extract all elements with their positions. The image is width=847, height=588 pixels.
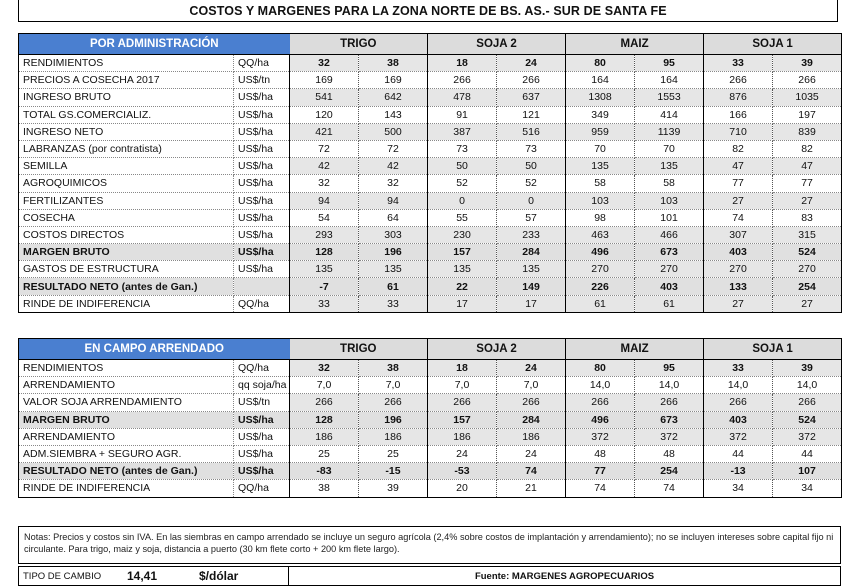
table-row	[19, 72, 842, 89]
value-cell: 94	[290, 192, 359, 209]
value-cell: 80	[566, 360, 635, 377]
value-cell: 33	[359, 295, 428, 312]
row-label: RENDIMIENTOS	[19, 360, 234, 377]
row-label: GASTOS DE ESTRUCTURA	[19, 261, 234, 278]
value-cell: 77	[704, 175, 773, 192]
value-cell: 32	[290, 175, 359, 192]
value-cell: 58	[566, 175, 635, 192]
row-label: COSECHA	[19, 209, 234, 226]
value-cell: 54	[290, 209, 359, 226]
value-cell: 18	[428, 360, 497, 377]
value-cell: 24	[428, 445, 497, 462]
value-cell: 196	[359, 244, 428, 261]
table-row	[19, 140, 842, 157]
row-unit: qq soja/ha	[234, 377, 290, 394]
value-cell: 91	[428, 106, 497, 123]
table-header-row	[19, 339, 842, 360]
value-cell: 266	[428, 72, 497, 89]
row-unit: US$/ha	[234, 89, 290, 106]
value-cell: 25	[359, 445, 428, 462]
value-cell: 27	[704, 295, 773, 312]
crop-header: MAIZ	[566, 339, 704, 360]
value-cell: 133	[704, 278, 773, 295]
exchange-rate-unit: $/dólar	[199, 567, 289, 585]
value-cell: 266	[497, 394, 566, 411]
row-unit: US$/tn	[234, 394, 290, 411]
table-row	[19, 394, 842, 411]
value-cell: 47	[704, 158, 773, 175]
value-cell: 38	[290, 480, 359, 497]
crop-header: TRIGO	[290, 34, 428, 55]
value-cell: 17	[428, 295, 497, 312]
value-cell: 48	[566, 445, 635, 462]
value-cell: 61	[566, 295, 635, 312]
value-cell: 7,0	[428, 377, 497, 394]
value-cell: 270	[773, 261, 842, 278]
value-cell: -53	[428, 463, 497, 480]
value-cell: 307	[704, 226, 773, 243]
row-unit: QQ/ha	[234, 295, 290, 312]
value-cell: 14,0	[704, 377, 773, 394]
value-cell: 166	[704, 106, 773, 123]
table-row	[19, 445, 842, 462]
value-cell: 74	[566, 480, 635, 497]
value-cell: 21	[497, 480, 566, 497]
row-unit: QQ/ha	[234, 360, 290, 377]
value-cell: 284	[497, 244, 566, 261]
value-cell: 143	[359, 106, 428, 123]
value-cell: 293	[290, 226, 359, 243]
table-row	[19, 463, 842, 480]
row-label: LABRANZAS (por contratista)	[19, 140, 234, 157]
row-unit: US$/ha	[234, 140, 290, 157]
value-cell: -13	[704, 463, 773, 480]
value-cell: 466	[635, 226, 704, 243]
value-cell: 95	[635, 360, 704, 377]
table-row	[19, 360, 842, 377]
value-cell: 82	[704, 140, 773, 157]
value-cell: 18	[428, 55, 497, 72]
table-row	[19, 55, 842, 72]
value-cell: 403	[635, 278, 704, 295]
value-cell: 14,0	[773, 377, 842, 394]
value-cell: 33	[704, 360, 773, 377]
value-cell: 541	[290, 89, 359, 106]
value-cell: 642	[359, 89, 428, 106]
value-cell: 34	[704, 480, 773, 497]
row-unit: US$/ha	[234, 445, 290, 462]
table-row	[19, 261, 842, 278]
value-cell: 74	[497, 463, 566, 480]
value-cell: 120	[290, 106, 359, 123]
value-cell: 270	[635, 261, 704, 278]
value-cell: 101	[635, 209, 704, 226]
value-cell: 186	[428, 428, 497, 445]
value-cell: 403	[704, 411, 773, 428]
crop-header: SOJA 2	[428, 34, 566, 55]
value-cell: 959	[566, 123, 635, 140]
value-cell: 1139	[635, 123, 704, 140]
value-cell: 169	[359, 72, 428, 89]
value-cell: 47	[773, 158, 842, 175]
value-cell: 135	[428, 261, 497, 278]
value-cell: 500	[359, 123, 428, 140]
row-unit: US$/ha	[234, 192, 290, 209]
table-campo-arrendado	[18, 338, 842, 498]
value-cell: 39	[773, 360, 842, 377]
value-cell: 24	[497, 360, 566, 377]
value-cell: 32	[290, 55, 359, 72]
value-cell: 839	[773, 123, 842, 140]
value-cell: 372	[704, 428, 773, 445]
value-cell: 463	[566, 226, 635, 243]
row-label: RENDIMIENTOS	[19, 55, 234, 72]
value-cell: 135	[497, 261, 566, 278]
value-cell: 27	[704, 192, 773, 209]
table-header-row	[19, 34, 842, 55]
value-cell: 52	[428, 175, 497, 192]
value-cell: 226	[566, 278, 635, 295]
value-cell: 50	[428, 158, 497, 175]
row-label: COSTOS DIRECTOS	[19, 226, 234, 243]
table-row	[19, 192, 842, 209]
value-cell: 197	[773, 106, 842, 123]
value-cell: 266	[359, 394, 428, 411]
value-cell: 266	[635, 394, 704, 411]
value-cell: 387	[428, 123, 497, 140]
value-cell: 266	[566, 394, 635, 411]
value-cell: 128	[290, 411, 359, 428]
crop-header: SOJA 1	[704, 34, 842, 55]
row-unit: US$/ha	[234, 244, 290, 261]
row-label: TOTAL GS.COMERCIALIZ.	[19, 106, 234, 123]
table-row	[19, 244, 842, 261]
value-cell: 349	[566, 106, 635, 123]
value-cell: 186	[359, 428, 428, 445]
value-cell: 169	[290, 72, 359, 89]
value-cell: 82	[773, 140, 842, 157]
row-unit: US$/ha	[234, 411, 290, 428]
value-cell: 55	[428, 209, 497, 226]
value-cell: 496	[566, 244, 635, 261]
value-cell: 32	[290, 360, 359, 377]
value-cell: 70	[635, 140, 704, 157]
section-title: POR ADMINISTRACIÓN	[19, 34, 290, 55]
row-label: ARRENDAMIENTO	[19, 428, 234, 445]
row-unit: US$/tn	[234, 72, 290, 89]
value-cell: 73	[497, 140, 566, 157]
value-cell: 83	[773, 209, 842, 226]
table-row	[19, 158, 842, 175]
row-label: SEMILLA	[19, 158, 234, 175]
value-cell: 22	[428, 278, 497, 295]
row-unit: US$/ha	[234, 463, 290, 480]
row-label: FERTILIZANTES	[19, 192, 234, 209]
notes-text: Notas: Precios y costos sin IVA. En las siembras en campo arrendado se incluye un seguro agrícola (2,4% sobre costos de implantación y arrendamiento); no se incluyen intereses sobre capital fijo ni circulante. Para trigo, maiz y soja, distancia a puerto (30 km flete corto + 200 km flete largo).	[18, 526, 841, 564]
value-cell: 32	[359, 175, 428, 192]
table-row	[19, 295, 842, 312]
value-cell: 1035	[773, 89, 842, 106]
value-cell: 478	[428, 89, 497, 106]
table-por-administracion	[18, 33, 842, 313]
value-cell: 284	[497, 411, 566, 428]
row-unit: US$/ha	[234, 428, 290, 445]
value-cell: 266	[290, 394, 359, 411]
value-cell: 0	[497, 192, 566, 209]
row-label: ADM.SIEMBRA + SEGURO AGR.	[19, 445, 234, 462]
value-cell: 17	[497, 295, 566, 312]
value-cell: 24	[497, 445, 566, 462]
value-cell: 107	[773, 463, 842, 480]
crop-header: MAIZ	[566, 34, 704, 55]
value-cell: 157	[428, 244, 497, 261]
value-cell: 25	[290, 445, 359, 462]
value-cell: 1553	[635, 89, 704, 106]
value-cell: 70	[566, 140, 635, 157]
value-cell: 39	[773, 55, 842, 72]
value-cell: 44	[704, 445, 773, 462]
table-row	[19, 89, 842, 106]
value-cell: 266	[704, 72, 773, 89]
value-cell: 64	[359, 209, 428, 226]
value-cell: 38	[359, 55, 428, 72]
value-cell: 0	[428, 192, 497, 209]
footer-bar	[18, 566, 841, 586]
row-unit: US$/ha	[234, 209, 290, 226]
row-label: INGRESO NETO	[19, 123, 234, 140]
table-row	[19, 175, 842, 192]
value-cell: 230	[428, 226, 497, 243]
value-cell: 496	[566, 411, 635, 428]
value-cell: 516	[497, 123, 566, 140]
value-cell: 135	[635, 158, 704, 175]
value-cell: 39	[359, 480, 428, 497]
value-cell: 270	[704, 261, 773, 278]
value-cell: 7,0	[290, 377, 359, 394]
exchange-rate-label: TIPO DE CAMBIO	[23, 570, 102, 582]
table-row	[19, 209, 842, 226]
row-unit: US$/ha	[234, 123, 290, 140]
value-cell: 270	[566, 261, 635, 278]
value-cell: 42	[290, 158, 359, 175]
row-unit: US$/ha	[234, 158, 290, 175]
source-label: Fuente: MARGENES AGROPECUARIOS	[474, 570, 655, 582]
row-unit: US$/ha	[234, 261, 290, 278]
value-cell: 73	[428, 140, 497, 157]
value-cell: 135	[290, 261, 359, 278]
value-cell: 14,0	[566, 377, 635, 394]
value-cell: -7	[290, 278, 359, 295]
value-cell: 121	[497, 106, 566, 123]
value-cell: 74	[704, 209, 773, 226]
row-unit: US$/ha	[234, 175, 290, 192]
row-label: RESULTADO NETO (antes de Gan.)	[19, 278, 234, 295]
row-label: PRECIOS A COSECHA 2017	[19, 72, 234, 89]
exchange-rate-value: 14,41	[127, 569, 158, 583]
value-cell: 157	[428, 411, 497, 428]
value-cell: 103	[566, 192, 635, 209]
row-label: AGROQUIMICOS	[19, 175, 234, 192]
value-cell: 524	[773, 411, 842, 428]
value-cell: 135	[359, 261, 428, 278]
value-cell: 673	[635, 244, 704, 261]
value-cell: 42	[359, 158, 428, 175]
value-cell: 77	[773, 175, 842, 192]
table-row	[19, 123, 842, 140]
value-cell: 61	[635, 295, 704, 312]
value-cell: 233	[497, 226, 566, 243]
table-row	[19, 278, 842, 295]
table-row	[19, 106, 842, 123]
value-cell: 266	[497, 72, 566, 89]
value-cell: 414	[635, 106, 704, 123]
value-cell: 58	[635, 175, 704, 192]
value-cell: 94	[359, 192, 428, 209]
value-cell: 637	[497, 89, 566, 106]
value-cell: 27	[773, 295, 842, 312]
row-unit: QQ/ha	[234, 480, 290, 497]
value-cell: 80	[566, 55, 635, 72]
row-unit	[234, 278, 290, 295]
value-cell: 303	[359, 226, 428, 243]
value-cell: 876	[704, 89, 773, 106]
value-cell: 128	[290, 244, 359, 261]
table-row	[19, 428, 842, 445]
row-label: INGRESO BRUTO	[19, 89, 234, 106]
value-cell: 186	[497, 428, 566, 445]
row-unit: QQ/ha	[234, 55, 290, 72]
value-cell: 372	[566, 428, 635, 445]
value-cell: 20	[428, 480, 497, 497]
value-cell: 135	[566, 158, 635, 175]
value-cell: 34	[773, 480, 842, 497]
value-cell: 266	[773, 394, 842, 411]
value-cell: 164	[566, 72, 635, 89]
value-cell: -15	[359, 463, 428, 480]
crop-header: TRIGO	[290, 339, 428, 360]
value-cell: 266	[428, 394, 497, 411]
value-cell: 372	[773, 428, 842, 445]
value-cell: 710	[704, 123, 773, 140]
table-row	[19, 480, 842, 497]
value-cell: 33	[290, 295, 359, 312]
value-cell: 7,0	[497, 377, 566, 394]
value-cell: 164	[635, 72, 704, 89]
value-cell: 186	[290, 428, 359, 445]
value-cell: 74	[635, 480, 704, 497]
table-row	[19, 377, 842, 394]
value-cell: 50	[497, 158, 566, 175]
row-label: RINDE DE INDIFERENCIA	[19, 295, 234, 312]
value-cell: 27	[773, 192, 842, 209]
row-label: MARGEN BRUTO	[19, 411, 234, 428]
value-cell: 254	[635, 463, 704, 480]
row-label: VALOR SOJA ARRENDAMIENTO	[19, 394, 234, 411]
value-cell: 403	[704, 244, 773, 261]
row-unit: US$/ha	[234, 226, 290, 243]
value-cell: 524	[773, 244, 842, 261]
value-cell: 7,0	[359, 377, 428, 394]
value-cell: 38	[359, 360, 428, 377]
value-cell: 149	[497, 278, 566, 295]
value-cell: 33	[704, 55, 773, 72]
value-cell: -83	[290, 463, 359, 480]
crop-header: SOJA 2	[428, 339, 566, 360]
value-cell: 57	[497, 209, 566, 226]
row-label: RINDE DE INDIFERENCIA	[19, 480, 234, 497]
row-label: RESULTADO NETO (antes de Gan.)	[19, 463, 234, 480]
value-cell: 14,0	[635, 377, 704, 394]
row-unit: US$/ha	[234, 106, 290, 123]
value-cell: 52	[497, 175, 566, 192]
value-cell: 72	[359, 140, 428, 157]
table-row	[19, 226, 842, 243]
value-cell: 266	[704, 394, 773, 411]
value-cell: 1308	[566, 89, 635, 106]
value-cell: 48	[635, 445, 704, 462]
value-cell: 95	[635, 55, 704, 72]
value-cell: 72	[290, 140, 359, 157]
value-cell: 98	[566, 209, 635, 226]
value-cell: 266	[773, 72, 842, 89]
value-cell: 421	[290, 123, 359, 140]
page-title: COSTOS Y MARGENES PARA LA ZONA NORTE DE BS. AS.- SUR DE SANTA FE	[18, 0, 838, 22]
value-cell: 103	[635, 192, 704, 209]
row-label: ARRENDAMIENTO	[19, 377, 234, 394]
value-cell: 372	[635, 428, 704, 445]
value-cell: 196	[359, 411, 428, 428]
value-cell: 24	[497, 55, 566, 72]
value-cell: 77	[566, 463, 635, 480]
value-cell: 44	[773, 445, 842, 462]
value-cell: 254	[773, 278, 842, 295]
section-title: EN CAMPO ARRENDADO	[19, 339, 290, 360]
crop-header: SOJA 1	[704, 339, 842, 360]
table-row	[19, 411, 842, 428]
value-cell: 315	[773, 226, 842, 243]
value-cell: 673	[635, 411, 704, 428]
row-label: MARGEN BRUTO	[19, 244, 234, 261]
value-cell: 61	[359, 278, 428, 295]
